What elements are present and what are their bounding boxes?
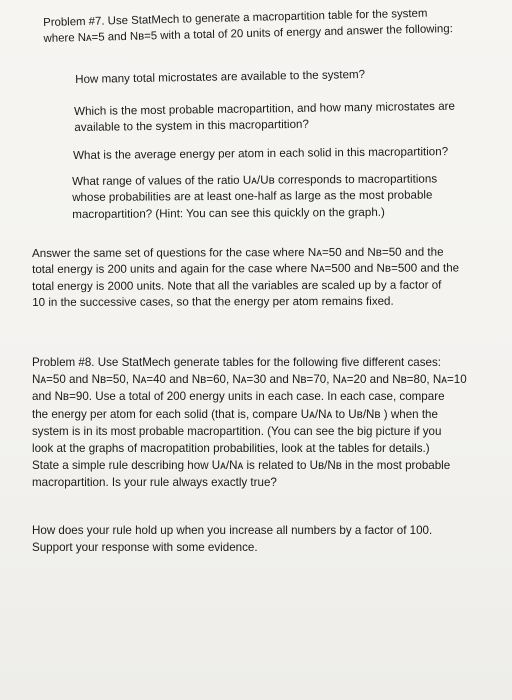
problem-8-body: Problem #8. Use StatMech generate tables for the following five different cases: Nᴀ=50 and Nʙ=50, Nᴀ=40 and Nʙ=60, Nᴀ=30 and Nʙ=70, Nᴀ=20 and Nʙ=80, Nᴀ=10 and Nʙ=90. Use a total of 200 energy units in each case. In each case, compare the energy per atom for each solid (that is, compare Uᴀ/Nᴀ to Uʙ/Nʙ ) when the system is in its most probable macropartition. (You can see the big picture if you look at the graphs of macropatition probabilities, look at the tables for details.) State a simple rule describing how Uᴀ/Nᴀ is related to Uʙ/Nʙ in the most probable macropartition. Is your rule always exactly true? [32,356,467,490]
problem-7-question-4: What range of values of the ratio Uᴀ/Uʙ corresponds to macropartitions whose probabilities are at least one-half as large as the most probable macropartition? (Hint: You can see this quickly on the graph.) [72,172,438,221]
problem-8-question: How does your rule hold up when you increase all numbers by a factor of 100. Support your response with some evidence. [32,524,433,555]
problem-7-intro: Problem #7. Use StatMech to generate a macropartition table for the system where Nᴀ=5 and Nʙ=5 with a total of 20 units of energy and answer the following: [43,7,453,45]
problem-7-question-2: Which is the most probable macropartition, and how many microstates are available to the system in this macropartition? [74,99,455,135]
problem-7-question-1: How many total microstates are available to the system? [75,67,366,86]
problem-7-followup: Answer the same set of questions for the case where Nᴀ=50 and Nʙ=50 and the total energy is 200 units and again for the case where Nᴀ=500 and Nʙ=500 and the total energy is 2000 units. Note that all the variables are scaled up by a factor of 10 in the successive cases, so that the energy per atom remains fixed. [32,245,460,310]
problem-7-question-3: What is the average energy per atom in each solid in this macropartition? [73,145,449,162]
